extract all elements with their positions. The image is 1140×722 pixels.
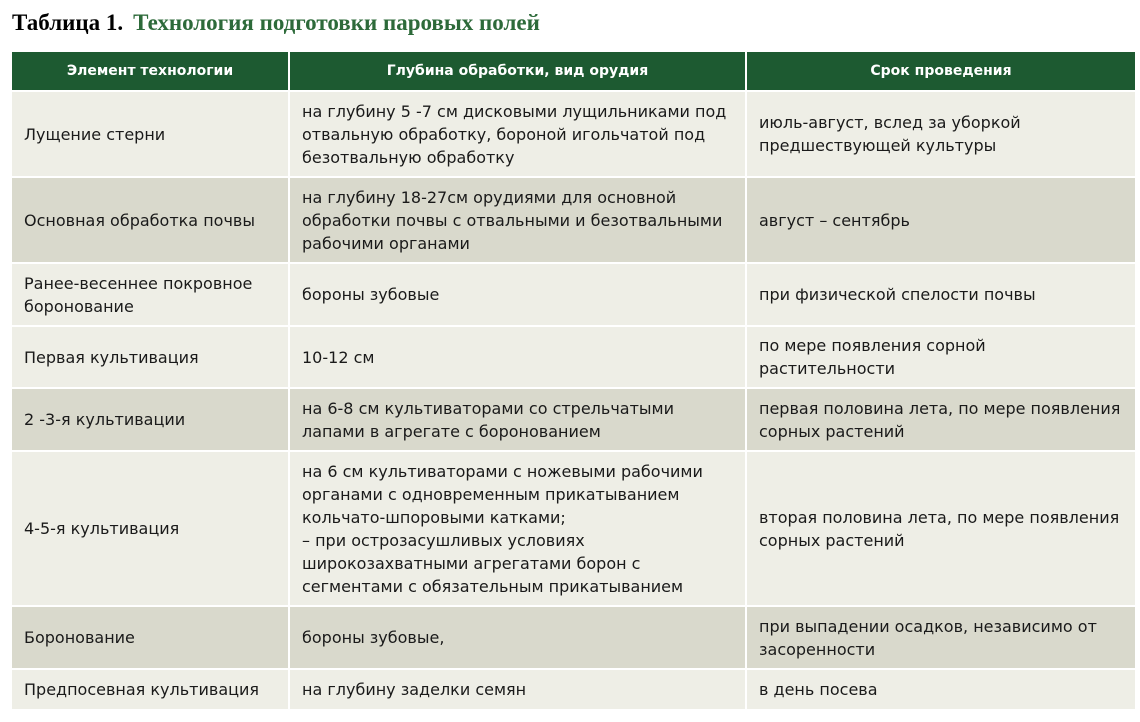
cell-depth-tool: на глубину 18-27см орудиями для основной обработки почвы с отвальными и безотвальными рабочими органами: [289, 177, 746, 263]
cell-element: Лущение стерни: [12, 91, 289, 177]
cell-depth-tool: бороны зубовые,: [289, 606, 746, 669]
cell-element: Боронование: [12, 606, 289, 669]
cell-element: Предпосевная культивация: [12, 669, 289, 709]
cell-depth-tool: на глубину 5 -7 см дисковыми лущильниками под отвальную обработку, бороной игольчатой под безотвальную обработку: [289, 91, 746, 177]
cell-timing: при выпадении осадков, независимо от засоренности: [746, 606, 1135, 669]
cell-depth-tool: на 6-8 см культиваторами со стрельчатыми лапами в агрегате с боронованием: [289, 388, 746, 451]
table-number: Таблица 1.: [12, 10, 124, 35]
cell-element: Ранее-весеннее покровное боронование: [12, 263, 289, 326]
cell-timing: вторая половина лета, по мере появления сорных растений: [746, 451, 1135, 606]
header-timing: Срок проведения: [746, 52, 1135, 91]
header-element: Элемент технологии: [12, 52, 289, 91]
cell-depth-tool: на 6 см культиваторами с ножевыми рабочими органами с одновременным прикатыванием кольчато-шпоровыми катками; – при острозасушливых условиях широкозахватными агрегатами борон с сегментами с обязательным прикатыванием: [289, 451, 746, 606]
table-row: [12, 263, 1135, 326]
technology-table: [12, 52, 1135, 709]
table-row: [12, 669, 1135, 709]
cell-depth-tool: 10-12 см: [289, 326, 746, 388]
table-row: [12, 388, 1135, 451]
table-row: [12, 606, 1135, 669]
table-caption: Технология подготовки паровых полей: [133, 10, 540, 35]
cell-element: Основная обработка почвы: [12, 177, 289, 263]
table-row: [12, 91, 1135, 177]
cell-timing: при физической спелости почвы: [746, 263, 1135, 326]
cell-element: Первая культивация: [12, 326, 289, 388]
cell-timing: июль-август, вслед за уборкой предшествующей культуры: [746, 91, 1135, 177]
cell-timing: август – сентябрь: [746, 177, 1135, 263]
table-title: [12, 8, 540, 38]
cell-timing: в день посева: [746, 669, 1135, 709]
header-row: [12, 52, 1135, 91]
cell-timing: по мере появления сорной растительности: [746, 326, 1135, 388]
cell-timing: первая половина лета, по мере появления сорных растений: [746, 388, 1135, 451]
header-depth-tool: Глубина обработки, вид орудия: [289, 52, 746, 91]
table-row: [12, 451, 1135, 606]
table-row: [12, 177, 1135, 263]
cell-element: 2 -3-я культивации: [12, 388, 289, 451]
cell-element: 4-5-я культивация: [12, 451, 289, 606]
cell-depth-tool: бороны зубовые: [289, 263, 746, 326]
table-row: [12, 326, 1135, 388]
cell-depth-tool: на глубину заделки семян: [289, 669, 746, 709]
